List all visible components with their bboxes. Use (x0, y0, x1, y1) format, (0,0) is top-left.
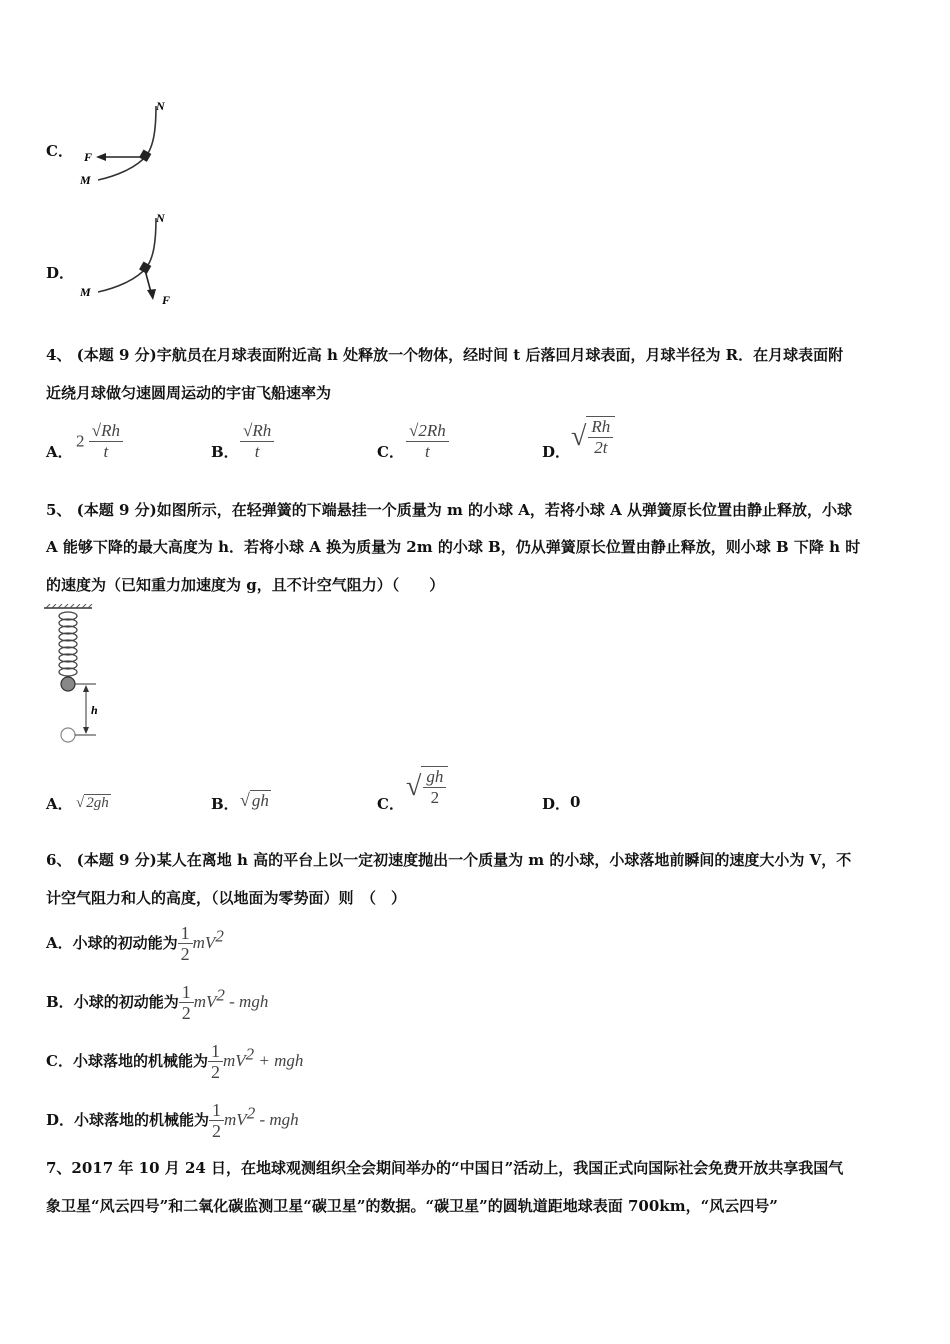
q4-text-line-1: 4、 (本题 9 分)宇航员在月球表面附近高 h 处释放一个物体，经时间 t 后落回月球表面，月球半径为 R．在月球表面附 (46, 346, 844, 364)
q6a-text: 小球的初动能为 (72, 934, 178, 952)
q3c-n-label: N (156, 99, 165, 113)
q4-option-d-label: D． (542, 443, 571, 461)
q6b-label: B． (46, 993, 74, 1011)
q6c-label: C． (46, 1052, 73, 1070)
q5-option-a-label: A． (46, 795, 73, 813)
q5-option-a-formula: √ 2gh (76, 795, 109, 811)
q6-option-b: B．小球的初动能为 $\frac{1}{2}$ $mV^2$ - mgh (46, 982, 269, 1023)
q4a-den: t (103, 442, 109, 461)
q5-text-line-1: 5、 (本题 9 分)如图所示，在轻弹簧的下端悬挂一个质量为 m 的小球 A，若将小球 A 从弹簧原长位置由静止释放，小球 (46, 501, 852, 519)
q6-option-a: A．小球的初动能为 $\frac{1}{2}$ $mV^2$ (46, 923, 224, 964)
q6c-text: 小球落地的机械能为 (72, 1052, 208, 1070)
q4-option-a-formula (76, 421, 123, 462)
q5-text-line-3: 的速度为（已知重力加速度为 g，且不计空气阻力）（ ） (46, 576, 445, 594)
q7-text-line-1: 7、2017 年 10 月 24 日，在地球观测组织全会期间举办的“中国日”活动上，我国正式向国际社会免费开放共享我国气 (46, 1159, 844, 1177)
q6b-text: 小球的初动能为 (73, 993, 179, 1011)
q7-text-line-2: 象卫星“风云四号”和二氧化碳监测卫星“碳卫星”的数据。“碳卫星”的圆轨道距地球表面 700km，“风云四号” (46, 1197, 778, 1215)
q4c-num: √2Rh (406, 421, 449, 442)
q5-option-b-formula: √ gh (240, 790, 269, 810)
q4d-den: 2t (594, 438, 608, 457)
q4-option-a-label: A． (46, 443, 73, 461)
q5-option-d-text: 0 (570, 793, 581, 811)
q4c-den: t (424, 442, 430, 461)
q4-option-b-formula (240, 421, 274, 462)
q5-h-label: h (91, 703, 98, 717)
q6-option-d: D．小球落地的机械能为 $\frac{1}{2}$ $mV^2$ - mgh (46, 1100, 299, 1141)
q3-option-c-label: C． (46, 142, 73, 160)
q5c-den: 2 (430, 788, 440, 807)
q6d-label: D． (46, 1111, 75, 1129)
q3d-m-label: M (80, 285, 91, 299)
q3d-n-label: N (156, 211, 165, 225)
q4-option-c-label: C． (377, 443, 404, 461)
q4-option-d-formula: √ $\frac{Rh}{2t}$ (571, 416, 615, 458)
q4a-num: √Rh (89, 421, 123, 442)
q3-option-d-label: D． (46, 264, 75, 282)
q3d-f-label: F (162, 293, 171, 307)
q5-text-line-2: A 能够下降的最大高度为 h．若将小球 A 换为质量为 2m 的小球 B，仍从弹簧原长位置由静止释放，则小球 B 下降 h 时 (46, 538, 861, 556)
q6d-text: 小球落地的机械能为 (74, 1111, 210, 1129)
q3-option-d-figure (76, 210, 186, 310)
q4d-num: Rh (588, 417, 613, 438)
q4a-coef: 2 (76, 431, 85, 451)
q4b-den: t (254, 442, 260, 461)
q5a-expr: 2gh (86, 795, 109, 811)
q6-text-line-1: 6、 (本题 9 分)某人在离地 h 高的平台上以一定初速度抛出一个质量为 m 的小球，小球落地前瞬间的速度大小为 V，不 (46, 851, 852, 869)
q4b-num: √Rh (240, 421, 274, 442)
q5-spring-figure (44, 604, 104, 746)
q3c-m-label: M (80, 173, 91, 187)
q5c-num: gh (423, 767, 446, 788)
q4-text-line-2: 近绕月球做匀速圆周运动的宇宙飞船速率为 (46, 384, 332, 402)
q5-option-d-label: D． (542, 795, 571, 813)
q6-text-line-2: 计空气阻力和人的高度，（以地面为零势面）则 （ ） (46, 889, 407, 907)
q3-option-c-figure (76, 98, 176, 190)
q5-option-b-label: B． (211, 795, 239, 813)
q5-option-c-label: C． (377, 795, 404, 813)
q3c-f-label: F (84, 150, 93, 164)
q6a-label: A． (46, 934, 73, 952)
q6-option-c: C．小球落地的机械能为 $\frac{1}{2}$ $mV^2$ + mgh (46, 1041, 304, 1082)
q5-option-c-formula: √ $\frac{gh}{2}$ (406, 766, 448, 808)
q5b-expr: gh (251, 791, 269, 810)
q4-option-c-formula (406, 421, 449, 462)
q4-option-b-label: B． (211, 443, 239, 461)
